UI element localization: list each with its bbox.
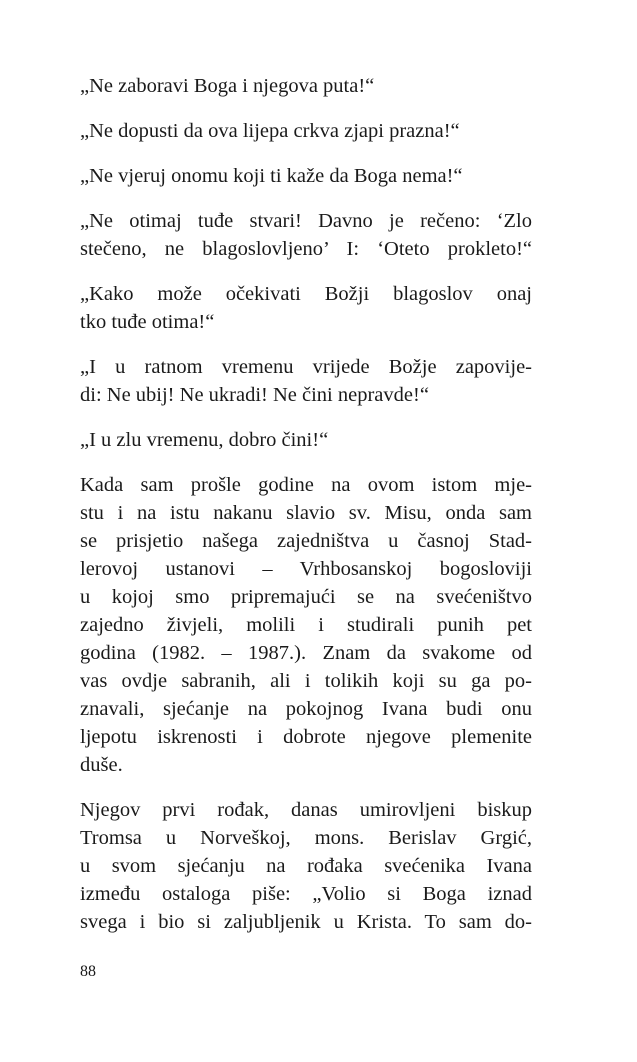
paragraph-1 xyxy=(80,72,532,100)
text-line: vas ovdje sabranih, ali i tolikih koji su ga po- xyxy=(80,670,532,692)
text-line: u svom sjećanju na rođaka svećenika Ivana xyxy=(80,855,532,877)
text-line: između ostaloga piše: „Volio si Boga iznad xyxy=(80,883,532,905)
text-line: „Ne dopusti da ova lijepa crkva zjapi prazna!“ xyxy=(80,120,460,142)
text-line: „Kako može očekivati Božji blagoslov onaj xyxy=(80,283,532,305)
text-line: svega i bio si zaljubljenik u Krista. To sam do- xyxy=(80,911,532,933)
text-line: Njegov prvi rođak, danas umirovljeni biskup xyxy=(80,799,532,821)
text-line: „Ne zaboravi Boga i njegova puta!“ xyxy=(80,75,375,97)
text-line: duše. xyxy=(80,754,123,776)
paragraph-8 xyxy=(80,471,532,779)
paragraph-9 xyxy=(80,796,532,936)
text-line: di: Ne ubij! Ne ukradi! Ne čini nepravde!“ xyxy=(80,384,429,406)
text-line: tko tuđe otima!“ xyxy=(80,311,215,333)
page-body xyxy=(80,72,532,953)
paragraph-4 xyxy=(80,207,532,263)
text-line: godina (1982. – 1987.). Znam da svakome od xyxy=(80,642,532,664)
text-line: stu i na istu nakanu slavio sv. Misu, onda sam xyxy=(80,502,532,524)
text-line: „Ne otimaj tuđe stvari! Davno je rečeno: ‘Zlo xyxy=(80,210,532,232)
text-line: u kojoj smo pripremajući se na svećeništvo xyxy=(80,586,532,608)
text-line: „I u ratnom vremenu vrijede Božje zapovije- xyxy=(80,356,532,378)
paragraph-6 xyxy=(80,353,532,409)
text-line: se prisjetio našega zajedništva u časnoj Stad- xyxy=(80,530,532,552)
paragraph-2 xyxy=(80,117,532,145)
text-line: „I u zlu vremenu, dobro čini!“ xyxy=(80,429,329,451)
text-line: lerovoj ustanovi – Vrhbosanskoj bogosloviji xyxy=(80,558,532,580)
text-line: Tromsa u Norveškoj, mons. Berislav Grgić, xyxy=(80,827,532,849)
paragraph-3 xyxy=(80,162,532,190)
text-line: Kada sam prošle godine na ovom istom mje- xyxy=(80,474,532,496)
text-line: znavali, sjećanje na pokojnog Ivana budi onu xyxy=(80,698,532,720)
text-line: ljepotu iskrenosti i dobrote njegove plemenite xyxy=(80,726,532,748)
text-line: stečeno, ne blagoslovljeno’ I: ‘Oteto prokleto!“ xyxy=(80,238,532,260)
paragraph-5 xyxy=(80,280,532,336)
page-number: 88 xyxy=(80,963,96,980)
text-line: zajedno živjeli, molili i studirali punih pet xyxy=(80,614,532,636)
text-line: „Ne vjeruj onomu koji ti kaže da Boga nema!“ xyxy=(80,165,463,187)
paragraph-7 xyxy=(80,426,532,454)
